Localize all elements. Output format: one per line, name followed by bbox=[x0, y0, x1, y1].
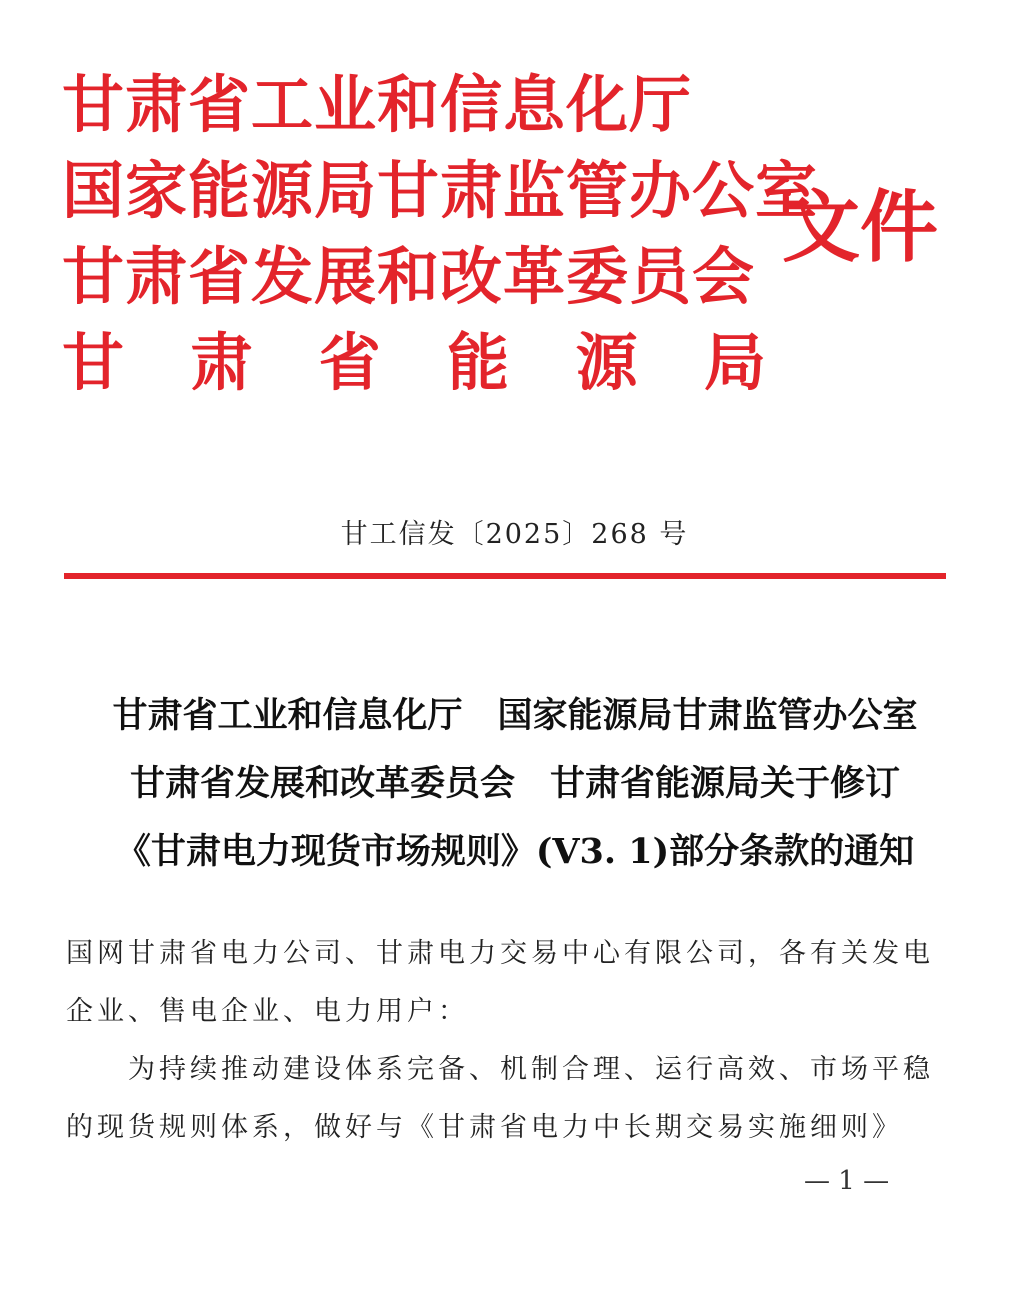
issuer-development-reform: 甘肃省发展和改革委员会 bbox=[62, 240, 756, 313]
title-line: 《甘肃电力现货市场规则》(V3. 1)部分条款的通知 bbox=[115, 831, 915, 872]
title-line: 甘肃省发展和改革委员会 甘肃省能源局关于修订 bbox=[129, 763, 900, 804]
paragraph-line: 的现货规则体系，做好与《甘肃省电力中长期交易实施细则》 bbox=[66, 1112, 903, 1143]
issuer-char: 甘 bbox=[62, 326, 126, 399]
paragraph-line: 为持续推动建设体系完备、机制合理、运行高效、市场平稳 bbox=[128, 1054, 934, 1085]
document-number: 甘工信发〔2025〕268 号 bbox=[340, 519, 689, 550]
issuer-energy-bureau bbox=[62, 320, 767, 406]
issuer-industry-it: 甘肃省工业和信息化厅 bbox=[62, 68, 693, 141]
document-suffix: 文件 bbox=[782, 182, 939, 273]
document-title bbox=[50, 682, 980, 886]
page-number: — 1 — bbox=[804, 1166, 890, 1196]
issuer-char: 省 bbox=[318, 326, 382, 399]
title-line: 甘肃省工业和信息化厅 国家能源局甘肃监管办公室 bbox=[112, 695, 918, 736]
issuer-char: 能 bbox=[447, 326, 511, 399]
issuer-char: 局 bbox=[703, 326, 767, 399]
red-divider bbox=[64, 573, 946, 579]
issuer-energy-regulatory-office: 国家能源局甘肃监管办公室 bbox=[62, 154, 819, 227]
issuer-list bbox=[62, 62, 819, 406]
issuer-char: 肃 bbox=[190, 326, 254, 399]
addressee-line: 国网甘肃省电力公司、甘肃电力交易中心有限公司，各有关发电 bbox=[66, 938, 934, 969]
addressee-line: 企业、售电企业、电力用户： bbox=[66, 996, 469, 1027]
issuer-char: 源 bbox=[575, 326, 639, 399]
document-body bbox=[66, 925, 946, 1157]
